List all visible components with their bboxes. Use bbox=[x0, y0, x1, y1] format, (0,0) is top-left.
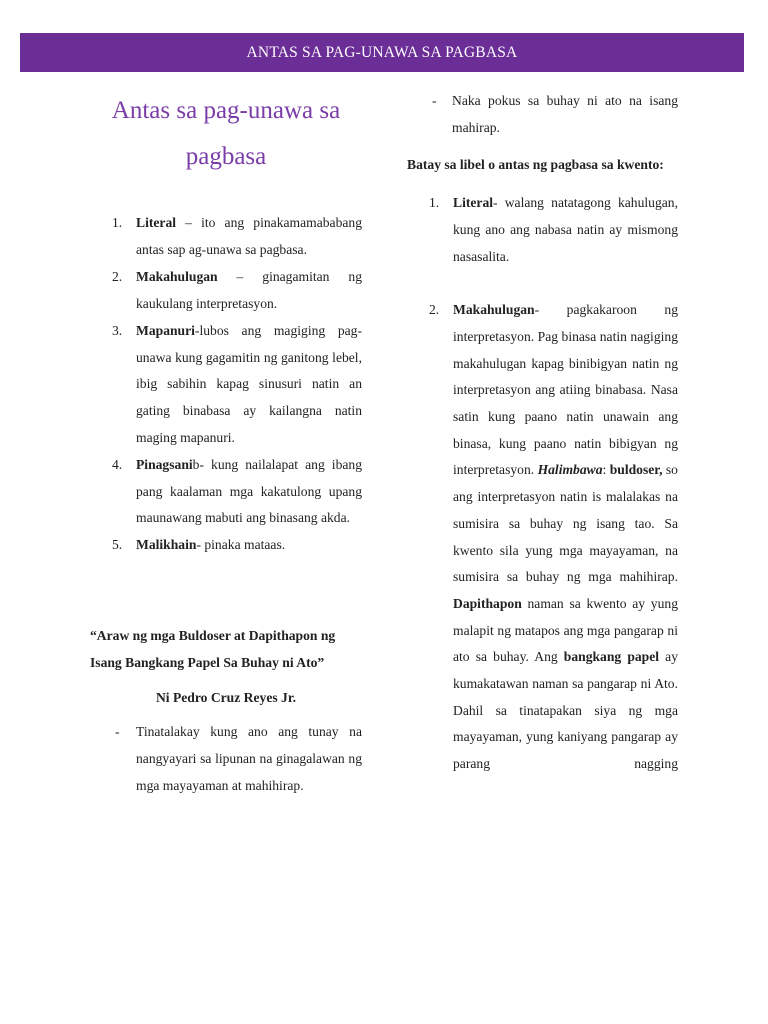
bullet-text: Naka pokus sa buhay ni ato na isang mahirap. bbox=[452, 93, 678, 135]
right-column bbox=[407, 88, 678, 778]
list-number: 2. bbox=[429, 302, 440, 318]
keyword-bangkang-papel: bangkang papel bbox=[563, 649, 660, 665]
list-item bbox=[90, 532, 362, 559]
title-line-1: Antas sa pag-unawa sa bbox=[111, 97, 341, 124]
keyword-buldoser: buldoser, bbox=[609, 462, 663, 478]
list-number: 5. bbox=[112, 537, 123, 553]
level-text: b- kung nailalapat ang ibang pang kaalaman mga kakatulong upang maunawang mabuti ang binasang akda. bbox=[136, 456, 362, 526]
level-text: - pinaka mataas. bbox=[196, 537, 286, 553]
level-term: Malikhain bbox=[136, 537, 197, 553]
list-item bbox=[90, 452, 362, 532]
bullet-item bbox=[90, 719, 362, 799]
title-line-2: pagbasa bbox=[185, 143, 267, 170]
list-item bbox=[407, 190, 678, 270]
story-title: “Araw ng mga Buldoser at Dapithapon ng Isang Bangkang Papel Sa Buhay ni Ato” bbox=[90, 628, 336, 670]
section-heading: Batay sa libel o antas ng pagbasa sa kwento: bbox=[407, 157, 664, 173]
story-levels-list bbox=[407, 190, 678, 778]
bullet-item bbox=[407, 88, 678, 141]
bullet-dash: - bbox=[432, 93, 437, 108]
list-number: 2. bbox=[112, 268, 123, 284]
levels-list bbox=[90, 210, 362, 559]
story-author: Ni Pedro Cruz Reyes Jr. bbox=[155, 689, 297, 705]
level-text: - pagkakaroon ng interpretasyon. Pag binasa natin nagiging makahulugan kapag binibigyan natin ng interpretasyon ang atiing binabasa. Nasa satin kung paano natin unawain ang binasa, kung paano natin bibigyan ng interpretasyon. bbox=[453, 302, 678, 478]
page-banner: ANTAS SA PAG-UNAWA SA PAGBASA bbox=[20, 33, 744, 72]
list-number: 3. bbox=[112, 322, 123, 338]
level-term: Pinagsani bbox=[136, 456, 193, 472]
level-text: naman sa kwento ay yung malapit ng matapos ang mga pangarap ni ato sa buhay. Ang bbox=[453, 595, 678, 665]
list-item bbox=[90, 264, 362, 317]
level-text: : bbox=[602, 462, 610, 478]
bullet-text: Tinatalakay kung ano ang tunay na nangyayari sa lipunan na ginagalawan ng mga mayayaman at mahihirap. bbox=[136, 724, 362, 793]
example-label: Halimbawa bbox=[537, 462, 603, 478]
keyword-dapithapon: Dapithapon bbox=[453, 595, 522, 611]
list-number: 1. bbox=[112, 215, 123, 230]
level-term: Makahulugan bbox=[136, 268, 218, 284]
level-text: – ginagamitan ng kaukulang interpretasyon. bbox=[136, 268, 362, 311]
level-term: Literal bbox=[136, 215, 177, 230]
list-number: 1. bbox=[429, 195, 440, 211]
level-text: – ito ang pinakamamababang antas sap ag-unawa sa pagbasa. bbox=[136, 215, 362, 257]
level-term: Mapanuri bbox=[136, 322, 195, 338]
list-item bbox=[90, 318, 362, 452]
level-term: Literal bbox=[453, 195, 494, 211]
level-text: -lubos ang magiging pag-unawa kung gagamitin ng ganitong lebel, ibig sabihin kapag sinusuri natin an gating binabasa ay kailangna natin maging mapanuri. bbox=[136, 322, 362, 445]
list-item bbox=[407, 297, 678, 778]
level-term: Makahulugan bbox=[453, 302, 535, 318]
list-item bbox=[90, 210, 362, 263]
level-text: - walang natatagong kahulugan, kung ano ang nabasa natin ay mismong nasasalita. bbox=[453, 195, 678, 264]
level-text: ay kumakatawan naman sa pangarap ni Ato. Dahil sa tinatapakan siya ng mga mayayaman, yung kaniyang pangarap ay parang nagging bbox=[453, 649, 679, 772]
level-text: so ang interpretasyon natin is malalakas na sumisira sa buhay ng isang tao. Sa kwento sila yung mga mayayaman, na sumisira sa buhay ng mga mahihirap. bbox=[453, 462, 678, 585]
bullet-dash: - bbox=[115, 724, 120, 740]
list-number: 4. bbox=[112, 456, 123, 472]
document-title bbox=[90, 88, 362, 180]
left-column bbox=[90, 88, 362, 799]
